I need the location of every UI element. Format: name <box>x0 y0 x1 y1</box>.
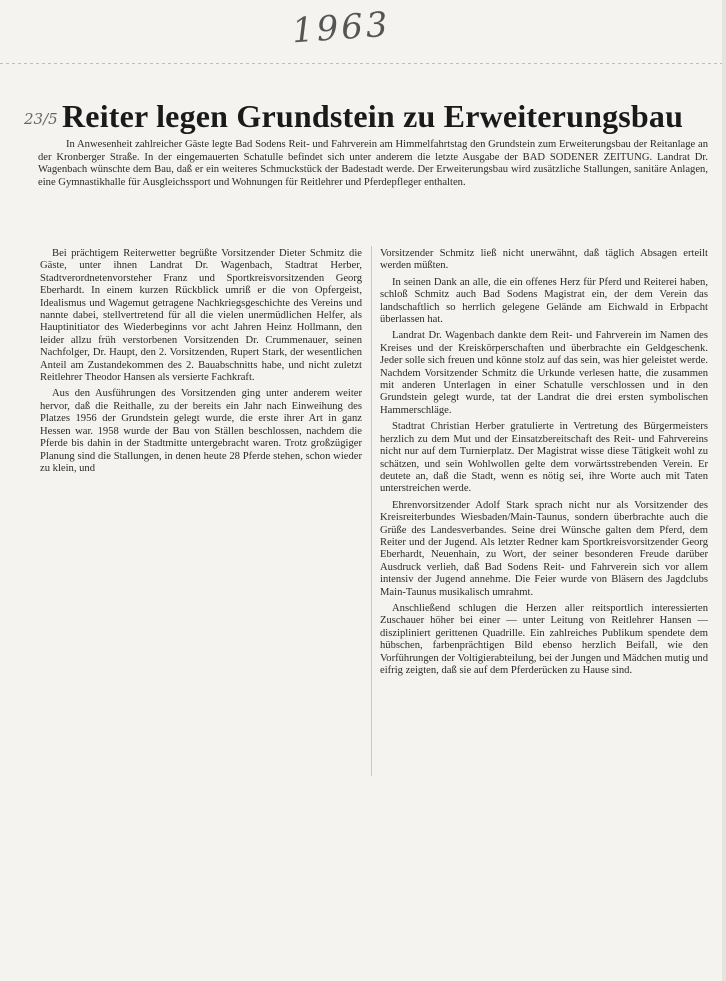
right-column <box>380 248 708 681</box>
paragraph: Ehrenvorsitzender Adolf Stark sprach nicht nur als Vorsitzender des Kreisreiterbundes Wiesbaden/Main-Taunus, sondern überbrachte auch die Grüße des Landesverbandes. Seine drei Wünsche galten dem Pferd, dem Reiter und der Jugend. Als letzter Redner kam Sportkreisvorsitzender Georg Eberhardt, Neuenhain, zu Wort, der seiner besonderen Freude darüber Ausdruck verlieh, daß Bad Sodens Reit- und Fahrverein sich vor allem intensiv der Jugend annehme. Die Feier wurde von Bläsern des Jagdclubs Main-Taunus musikalisch umrahmt. <box>380 499 708 598</box>
column-divider <box>371 246 372 776</box>
paragraph: Vorsitzender Schmitz ließ nicht unerwähnt, daß täglich Absagen erteilt werden müßten. <box>380 248 708 272</box>
paragraph: Bei prächtigem Reiterwetter begrüßte Vorsitzender Dieter Schmitz die Gäste, unter ihnen Landrat Dr. Wagenbach, Stadtrat Herber, Stadtverordnetenvorsteher Franz und Sportkreisvorsitzenden Georg Eberhardt. In einem kurzen Rückblick umriß er die von Opfergeist, Idealismus und Wagemut getragene Nachkriegsgeschichte des Vereins und nannte dabei, stellvertretend für all die vielen unermüdlichen Helfer, als Hauptinitiator des Wiederbeginns vor acht Jahren Heinz Hollmann, den leider allzu früh verstorbenen Vorsitzenden Dr. Crummenauer, seinen Nachfolger, Dr. Haupt, den 2. Vorsitzenden, Rupert Stark, der wesentlichen Anteil am Zustandekommen des 2. Bauabschnitts habe, und nicht zuletzt Reitlehrer Theodor Hansen als versierte Fachkraft. <box>40 248 362 384</box>
paragraph: In seinen Dank an alle, die ein offenes Herz für Pferd und Reiterei haben, schloß Schmitz auch Bad Sodens Magistrat ein, der dem Verein das landschaftlich so herrlich gelegene Gelände am Eichwald in Erbpacht überlassen hat. <box>380 276 708 326</box>
paragraph: Landrat Dr. Wagenbach dankte dem Reit- und Fahrverein im Namen des Kreises und der Kreiskörperschaften und überbrachte ein Geldgeschenk. Jeder solle sich freuen und könne stolz auf das sein, was hier geleistet werde. Nachdem Vorsitzender Schmitz die Urkunde verlesen hatte, die zusammen mit anderen Unterlagen in einer Schatulle verschlossen und in den Grundstein gelegt wurde, tat der Landrat die drei ersten symbolischen Hammerschläge. <box>380 330 708 416</box>
scan-edge <box>722 0 726 981</box>
paragraph: Aus den Ausführungen des Vorsitzenden ging unter anderem weiter hervor, daß die Reithalle, zu der bereits ein Jahr nach Einweihung des Platzes 1956 der Grundstein gelegt wurde, die erste ihrer Art in ganz Hessen war. 1958 wurde der Bau von Ställen beschlossen, nachdem die Pferde bis dahin in der Stadtmitte untergebracht waren. Trotz großzügiger Planung sind die Stallungen, in denen heute 28 Pferde stehen, schon wieder zu klein, und <box>40 388 362 474</box>
article-headline: Reiter legen Grundstein zu Erweiterungsbau <box>62 98 684 134</box>
handwritten-date: 23/5 <box>24 110 58 128</box>
article-lead: In Anwesenheit zahlreicher Gäste legte Bad Sodens Reit- und Fahrverein am Himmelfahrtstag den Grundstein zum Erweiterungsbau der Reitanlage an der Kronberger Straße. In der eingemauerten Schatulle befindet sich unter anderem die letzte Ausgabe der BAD SODENER ZEITUNG. Landrat Dr. Wagenbach wünschte dem Bau, daß er ein weiteres Schmuckstück der Badestadt werde. Der Erweiterungsbau wird zusätzliche Stallungen, sanitäre Anlagen, eine Gymnastikhalle für Ausgleichssport und Wohnungen für Reitlehrer und Pferdepfleger enthalten. <box>38 139 708 188</box>
paragraph: Stadtrat Christian Herber gratulierte in Vertretung des Bürgermeisters herzlich zu dem Mut und der Einsatzbereitschaft des Reit- und Fahrvereins nicht nur auf dem Turnierplatz. Der Magistrat wisse diese Tätigkeit wohl zu schätzen, und sein Wohlwollen gelte dem vorwärtsstrebenden Verein. Er deutete an, daß die Stadt, wenn es nötig sei, ihre Worte auch mit Taten unterstreichen werde. <box>380 421 708 495</box>
left-column <box>40 248 362 479</box>
paragraph: Anschließend schlugen die Herzen aller reitsportlich interessierten Zuschauer höher bei einer — unter Leitung von Reitlehrer Hansen — diszipliniert gerittenen Quadrille. Ein zahlreiches Publikum spendete dem hübschen, farbenprächtigen Bild ebenso herzlich Beifall, wie den Vorführungen der Voltigierabteilung, bei der Jungen und Mädchen mutig und eifrig zeigten, daß sie auf dem Pferderücken zu Hause sind. <box>380 602 708 676</box>
handwritten-year: 1963 <box>290 4 392 52</box>
scan-top-rule <box>0 63 726 64</box>
